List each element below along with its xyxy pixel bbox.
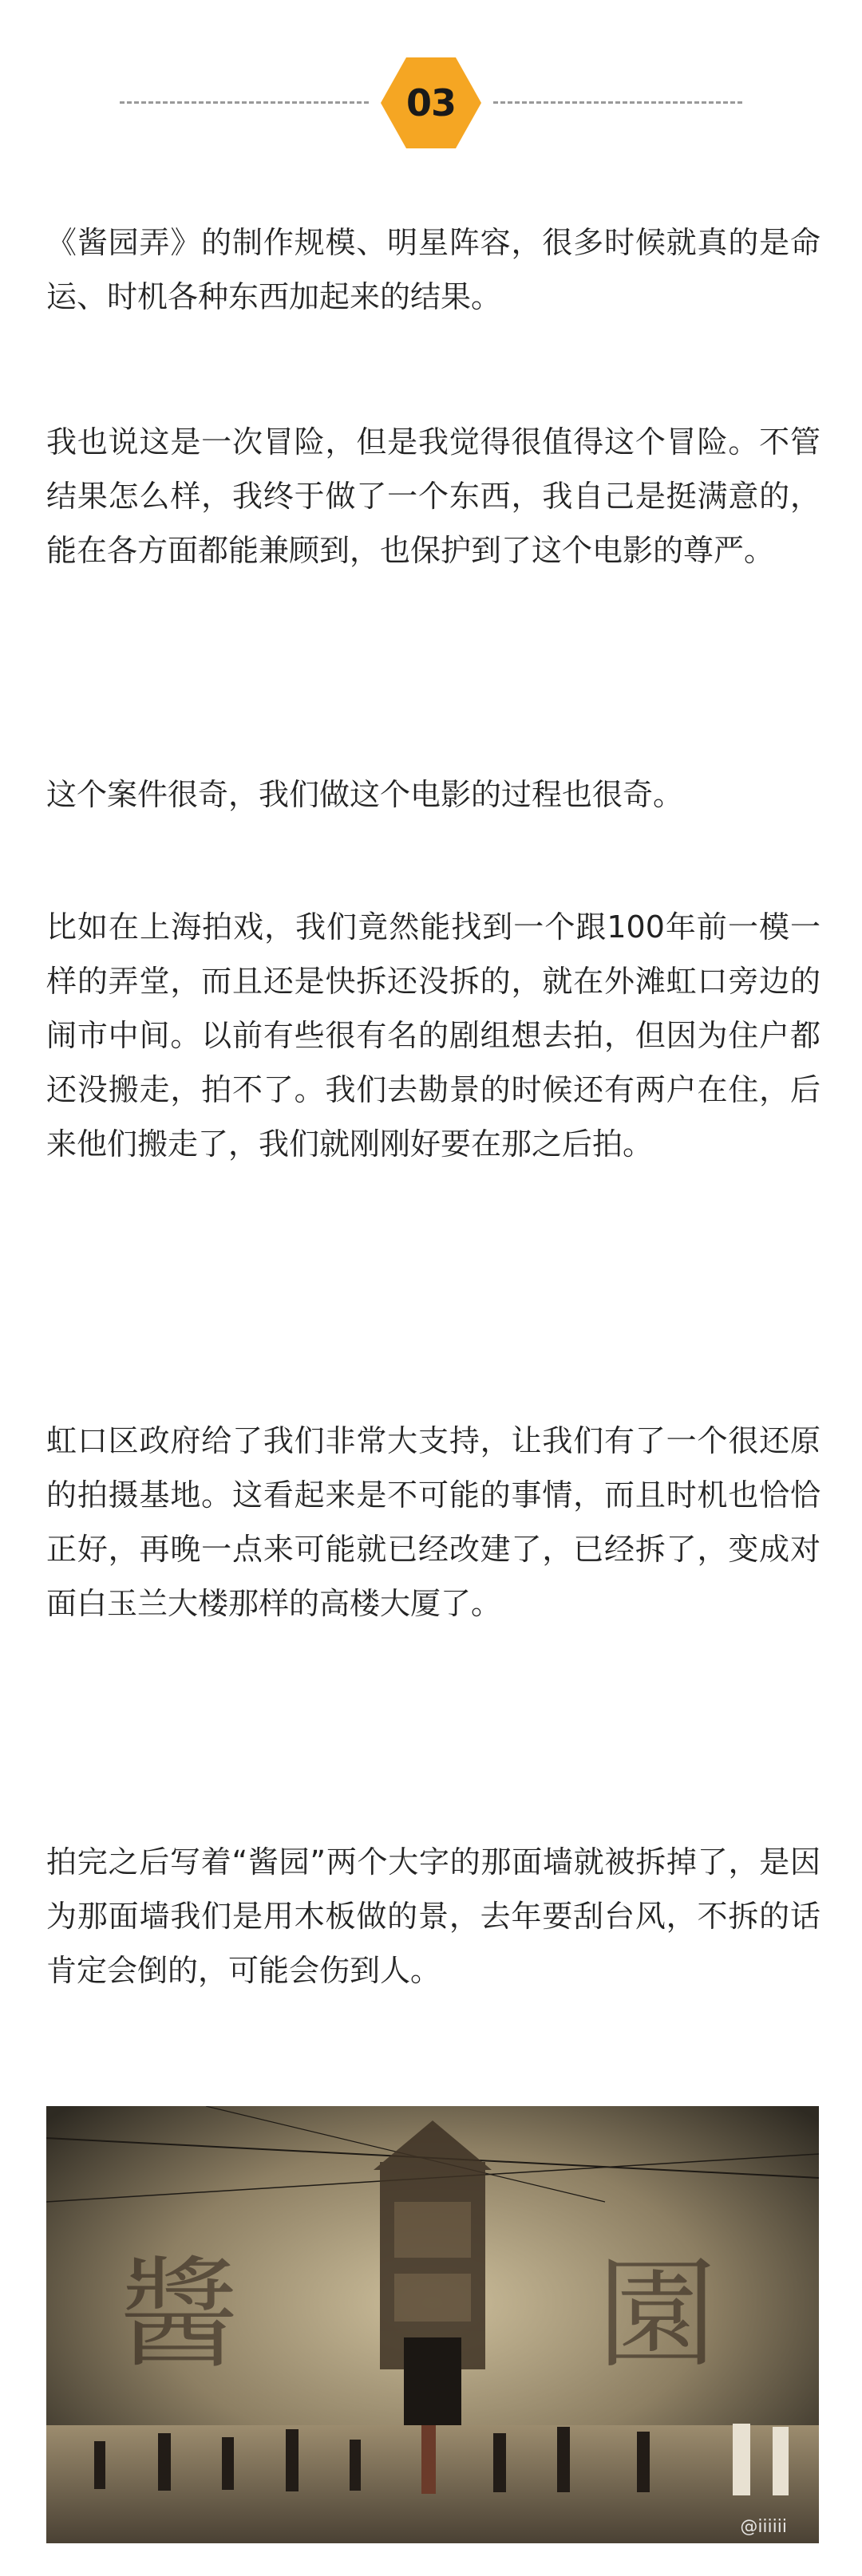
section-number-badge bbox=[379, 56, 483, 150]
paragraph-5: 虹口区政府给了我们非常大支持，让我们有了一个很还原的拍摄基地。这看起来是不可能的事情，而且时机也恰恰正好，再晚一点来可能就已经改建了，已经拆了，变成对面白玉兰大楼那样的高楼大厦了。 bbox=[46, 1423, 820, 1621]
section-header bbox=[0, 56, 862, 150]
wall-character-left: 醬 bbox=[118, 2246, 239, 2385]
paragraph-1: 《酱园弄》的制作规模、明星阵容，很多时候就真的是命运、时机各种东西加起来的结果。 bbox=[46, 225, 820, 314]
watermark: @iiiiii bbox=[740, 2517, 787, 2537]
dashed-divider-right bbox=[493, 101, 742, 104]
paragraph-4: 比如在上海拍戏，我们竟然能找到一个跟100年前一模一样的弄堂，而且还是快拆还没拆的，就在外滩虹口旁边的闹市中间。以前有些很有名的剧组想去拍，但因为住户都还没搬走，拍不了。我们去勘景的时候还有两户在住，后来他们搬走了，我们就刚刚好要在那之后拍。 bbox=[46, 909, 820, 1162]
paragraph-2: 我也说这是一次冒险，但是我觉得很值得这个冒险。不管结果怎么样，我终于做了一个东西，我自己是挺满意的，能在各方面都能兼顾到，也保护到了这个电影的尊严。 bbox=[46, 424, 820, 568]
dashed-divider-left bbox=[120, 101, 369, 104]
paragraph-6: 拍完之后写着“酱园”两个大字的那面墙就被拆掉了，是因为那面墙我们是用木板做的景，去年要刮台风，不拆的话肯定会倒的，可能会伤到人。 bbox=[46, 1844, 820, 1988]
wall-character-right: 園 bbox=[597, 2246, 718, 2385]
section-number: 03 bbox=[405, 81, 456, 124]
film-still-photo bbox=[46, 2106, 819, 2543]
paragraph-3: 这个案件很奇，我们做这个电影的过程也很奇。 bbox=[46, 777, 684, 812]
